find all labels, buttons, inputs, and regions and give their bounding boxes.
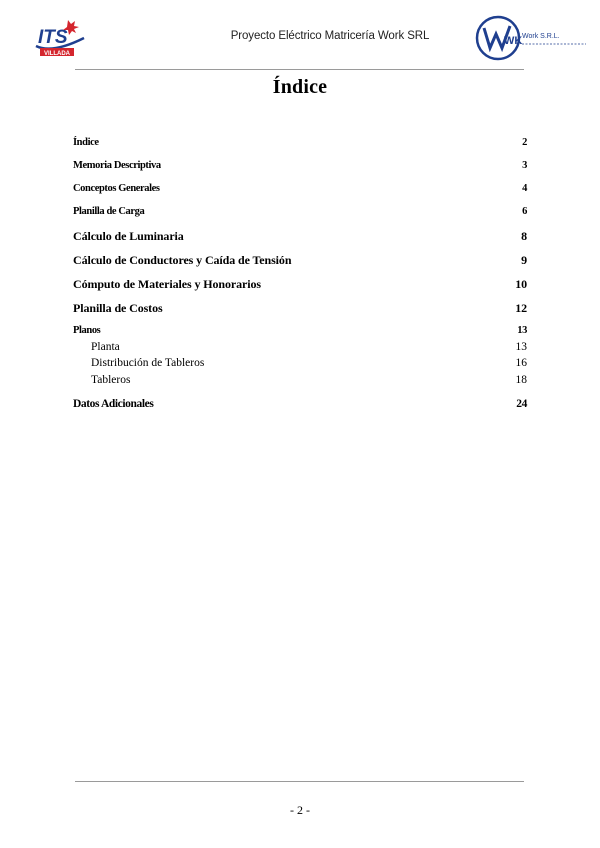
page-number: - 2 - <box>290 803 310 817</box>
toc-entry-label: Cálculo de Conductores y Caída de Tensión <box>73 253 292 267</box>
toc-entry-page: 4 <box>522 183 527 194</box>
toc-entry[interactable] <box>73 325 527 336</box>
toc-entry-page: 10 <box>515 277 527 291</box>
toc-entry-label: Datos Adicionales <box>73 398 154 410</box>
toc-entry-label: Planilla de Carga <box>73 206 145 217</box>
toc-entry-page: 6 <box>522 206 527 217</box>
toc-entry-page: 2 <box>522 137 527 148</box>
toc-entry-label: Índice <box>73 137 99 148</box>
toc-entry-page: 12 <box>515 301 527 315</box>
header-divider <box>75 69 524 70</box>
toc-entry[interactable] <box>73 301 527 316</box>
toc-entry-page: 18 <box>515 374 527 386</box>
toc-entry-page: 9 <box>521 253 527 267</box>
toc-entry-page: 3 <box>522 160 527 171</box>
toc-entry[interactable] <box>73 206 527 217</box>
toc-entry-label: Cálculo de Luminaria <box>73 229 184 243</box>
its-villada-logo <box>32 16 92 60</box>
toc-entry-label: Planilla de Costos <box>73 301 163 315</box>
toc-subentry[interactable] <box>73 341 527 353</box>
toc-entry[interactable] <box>73 253 527 268</box>
toc-subentry[interactable] <box>73 357 527 369</box>
logo-work-text: Work S.R.L. <box>522 33 560 40</box>
toc-entry-page: 8 <box>521 229 527 243</box>
toc-entry-label: Conceptos Generales <box>73 183 160 194</box>
page-header <box>32 14 588 70</box>
toc-entry-page: 24 <box>516 398 527 410</box>
toc-subentry[interactable] <box>73 374 527 386</box>
footer-divider <box>75 781 524 782</box>
toc-entry-label: Cómputo de Materiales y Honorarios <box>73 277 261 291</box>
toc-entry[interactable] <box>73 137 527 148</box>
logo-villada-text: VILLADA <box>44 51 70 57</box>
toc-entry-label: Tableros <box>91 374 131 386</box>
toc-entry-page: 16 <box>515 357 527 369</box>
toc-entry[interactable] <box>73 183 527 194</box>
toc-entry[interactable] <box>73 277 527 292</box>
toc-entry-label: Planta <box>91 341 120 353</box>
toc-entry[interactable] <box>73 160 527 171</box>
toc-entry-label: Distribución de Tableros <box>91 357 205 369</box>
toc-entry[interactable] <box>73 229 527 244</box>
toc-entry-label: Memoria Descriptiva <box>73 160 161 171</box>
toc-entry-page: 13 <box>517 325 527 336</box>
toc-entry-page: 13 <box>515 341 527 353</box>
logo-wk-monogram: WK <box>504 35 523 47</box>
page-title: Índice <box>272 76 328 98</box>
toc-entry[interactable] <box>73 398 527 410</box>
header-title: Proyecto Eléctrico Matricería Work SRL <box>230 30 430 42</box>
toc-entry-label: Planos <box>73 325 101 336</box>
work-srl-logo <box>474 14 590 62</box>
logo-its-text: ITS <box>38 27 68 48</box>
